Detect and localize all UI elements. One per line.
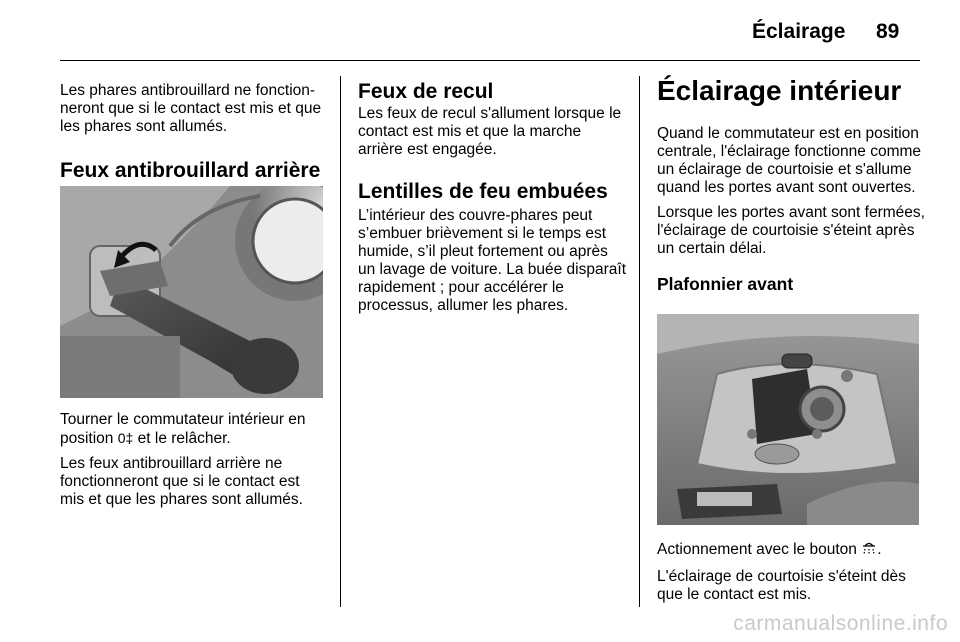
interior-lighting-paragraph-2: Lorsque les portes avant sont fermées, l'éclairage de courtoisie s'éteint après un certain délai. [657,204,925,257]
column-1-lower [60,411,326,509]
courtesy-light-symbol-icon [861,542,877,561]
photo-fog-switch [60,186,323,398]
column-1 [60,82,326,184]
courtesy-off-paragraph: L'éclairage de courtoisie s'éteint dès que le contact est mis. [657,568,906,603]
section-heading-interior-lighting: Éclairage intérieur [657,75,902,106]
fogged-lenses-paragraph: L’intérieur des couvre-phares peut s’embuer brièvement si le temps est humide, s’il pleut fortement ou après un lavage de voiture. La buée disparaît rapidement ; pour accélérer le processus, allumer les phares. [358,207,626,314]
fog-switch-symbol: 0‡ [117,430,134,446]
interior-lighting-paragraph-1: Quand le commutateur est en position centrale, l'éclairage fonctionne comme un éclairage de courtoisie et s'allume quand les portes avant sont ouvertes. [657,125,922,196]
courtesy-button-paragraph [657,541,925,561]
watermark: carmanualsonline.info [733,612,948,635]
page-number: 89 [876,20,900,43]
reverse-lights-paragraph: Les feux de recul s'allument lorsque le contact est mis et que la marche arrière est engagée. [358,105,622,158]
column-2 [358,79,626,315]
section-heading-reverse-lights: Feux de recul [358,80,494,103]
subheading-front-courtesy-light: Plafonnier avant [657,274,794,294]
section-heading-rear-fog: Feux antibrouillard arrière [60,159,321,182]
intro-paragraph: Les phares antibrouillard ne fonctionneront que si le contact est mis et que les phares sont allumés. [60,82,322,135]
column-divider-left [340,76,341,607]
page-header-title: Éclairage [752,20,846,43]
fog-instruction-text-b: et le relâcher. [137,430,231,447]
photo-courtesy-light [657,314,919,525]
section-heading-fogged-lenses: Lentilles de feu embuées [358,180,608,203]
fog-instruction-paragraph [60,411,326,448]
column-divider-right [639,76,640,607]
fog-instruction-text-a: Tourner le commutateur intérieur en position [60,411,306,447]
courtesy-button-text-a: Actionnement avec le bouton [657,541,857,558]
courtesy-button-text-b: . [877,541,882,558]
column-3-lower [657,541,925,604]
fog-note-paragraph: Les feux antibrouillard arrière ne fonctionneront que si le contact est mis et que les phares sont allumés. [60,455,303,508]
header-rule [60,60,920,61]
column-3 [657,74,925,295]
